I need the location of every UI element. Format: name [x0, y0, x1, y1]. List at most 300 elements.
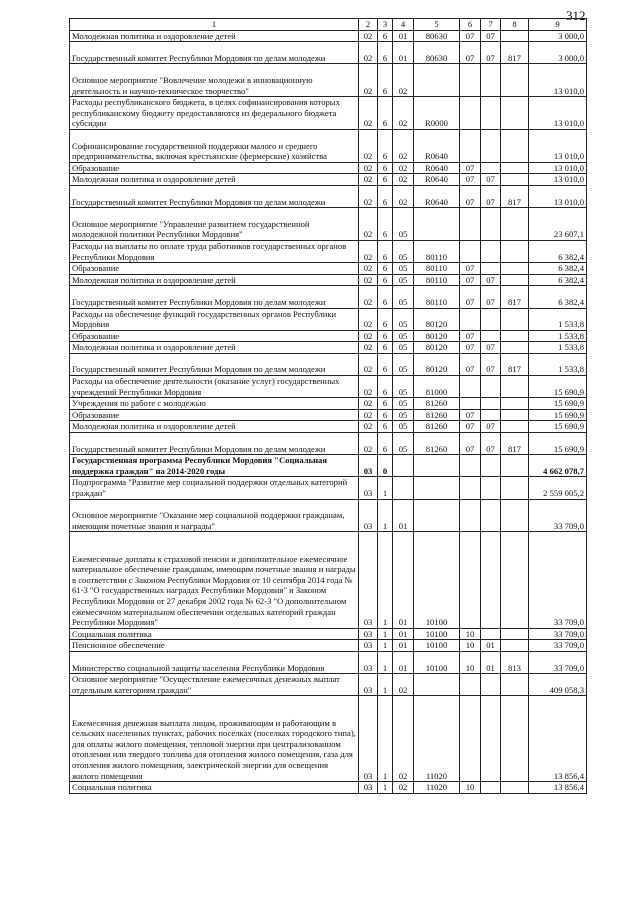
table-body — [70, 30, 587, 793]
row-code-2: 02 — [359, 398, 378, 410]
row-code-4: 05 — [393, 308, 414, 330]
row-code-7 — [481, 398, 501, 410]
row-name: Молодежная политика и оздоровление детей — [70, 174, 359, 186]
row-code-7: 07 — [481, 174, 501, 186]
row-code-8: 813 — [501, 651, 529, 673]
row-name: Пенсионное обеспечение — [70, 640, 359, 652]
row-name: Социальная политика — [70, 628, 359, 640]
row-amount: 13 010,0 — [529, 64, 587, 97]
row-code-7 — [481, 240, 501, 262]
row-code-3: 6 — [378, 353, 393, 375]
row-code-5 — [414, 477, 460, 499]
row-name: Социальная политика — [70, 782, 359, 794]
row-code-2: 02 — [359, 433, 378, 455]
row-code-3: 6 — [378, 174, 393, 186]
row-amount: 15 690,9 — [529, 409, 587, 421]
row-code-7: 07 — [481, 342, 501, 354]
row-code-3: 6 — [378, 64, 393, 97]
table-row — [70, 174, 587, 186]
row-code-3: 6 — [378, 376, 393, 398]
col-header-1: 1 — [70, 19, 359, 31]
row-code-7 — [481, 308, 501, 330]
row-code-5: 80110 — [414, 263, 460, 275]
table-row — [70, 499, 587, 532]
row-code-7: 07 — [481, 274, 501, 286]
row-code-5 — [414, 208, 460, 241]
row-code-7 — [481, 628, 501, 640]
row-code-3: 0 — [378, 455, 393, 477]
row-code-4: 02 — [393, 674, 414, 696]
row-name: Основное мероприятие "Вовлечение молодежи в инновационную деятельность и научно-техническое творчество" — [70, 64, 359, 97]
row-code-6 — [460, 398, 481, 410]
row-code-5: R0640 — [414, 174, 460, 186]
table-row — [70, 42, 587, 64]
row-code-4: 05 — [393, 263, 414, 275]
row-code-5: 80120 — [414, 342, 460, 354]
row-name: Учреждения по работе с молодежью — [70, 398, 359, 410]
row-amount: 13 010,0 — [529, 174, 587, 186]
row-code-8 — [501, 477, 529, 499]
table-row — [70, 640, 587, 652]
row-name: Софинансирование государственной поддержки малого и среднего предпринимательства, включая крестьянские (фермерские) хозяйства — [70, 129, 359, 162]
row-amount: 33 709,0 — [529, 499, 587, 532]
row-code-2: 02 — [359, 240, 378, 262]
row-code-2: 03 — [359, 477, 378, 499]
row-code-4: 02 — [393, 782, 414, 794]
row-code-3: 6 — [378, 342, 393, 354]
row-code-7 — [481, 532, 501, 628]
row-code-8 — [501, 782, 529, 794]
row-code-2: 02 — [359, 174, 378, 186]
table-row — [70, 477, 587, 499]
table-row — [70, 628, 587, 640]
row-name: Министерство социальной защиты населения Республики Мордовия — [70, 651, 359, 673]
table-row — [70, 782, 587, 794]
row-code-6: 07 — [460, 162, 481, 174]
row-code-6: 10 — [460, 782, 481, 794]
row-code-7 — [481, 263, 501, 275]
row-code-4: 01 — [393, 499, 414, 532]
row-code-6 — [460, 97, 481, 130]
row-code-5 — [414, 455, 460, 477]
row-code-8 — [501, 240, 529, 262]
row-code-3: 6 — [378, 330, 393, 342]
row-code-3: 6 — [378, 409, 393, 421]
row-amount: 13 010,0 — [529, 97, 587, 130]
header-row — [70, 19, 587, 31]
row-code-6: 10 — [460, 640, 481, 652]
row-code-8: 817 — [501, 433, 529, 455]
row-code-2: 03 — [359, 782, 378, 794]
row-code-7 — [481, 455, 501, 477]
row-code-5: 80110 — [414, 274, 460, 286]
row-code-6: 07 — [460, 185, 481, 207]
row-code-7: 01 — [481, 651, 501, 673]
col-header-5: 5 — [414, 19, 460, 31]
row-name: Подпрограмма "Развитие мер социальной поддержки отдельных категорий граждан" — [70, 477, 359, 499]
row-code-3: 1 — [378, 651, 393, 673]
row-code-6 — [460, 208, 481, 241]
row-code-2: 02 — [359, 162, 378, 174]
table-row — [70, 433, 587, 455]
row-name: Государственный комитет Республики Мордовия по делам молодежи — [70, 433, 359, 455]
row-code-2: 02 — [359, 129, 378, 162]
row-code-7 — [481, 499, 501, 532]
row-code-2: 02 — [359, 30, 378, 42]
row-amount: 3 000,0 — [529, 30, 587, 42]
row-amount: 2 559 005,2 — [529, 477, 587, 499]
row-name: Расходы на выплаты по оплате труда работников государственных органов Республики Мордовия — [70, 240, 359, 262]
row-code-8: 817 — [501, 42, 529, 64]
row-code-3: 1 — [378, 628, 393, 640]
row-code-8 — [501, 640, 529, 652]
row-code-4: 02 — [393, 174, 414, 186]
row-code-6: 07 — [460, 330, 481, 342]
row-code-2: 03 — [359, 628, 378, 640]
row-code-6 — [460, 240, 481, 262]
row-code-5: 80120 — [414, 308, 460, 330]
row-code-3: 6 — [378, 263, 393, 275]
table-row — [70, 674, 587, 696]
row-code-8: 817 — [501, 286, 529, 308]
row-code-8 — [501, 499, 529, 532]
row-amount: 13 010,0 — [529, 129, 587, 162]
row-code-7 — [481, 64, 501, 97]
row-code-6: 07 — [460, 263, 481, 275]
row-code-5: 80120 — [414, 353, 460, 375]
row-code-5: 80630 — [414, 30, 460, 42]
row-name: Образование — [70, 162, 359, 174]
row-code-6: 07 — [460, 421, 481, 433]
row-code-7: 07 — [481, 433, 501, 455]
row-amount: 13 856,4 — [529, 782, 587, 794]
row-amount: 6 382,4 — [529, 263, 587, 275]
row-code-2: 02 — [359, 208, 378, 241]
col-header-7: 7 — [481, 19, 501, 31]
row-code-4: 05 — [393, 376, 414, 398]
row-code-2: 02 — [359, 330, 378, 342]
row-code-2: 02 — [359, 64, 378, 97]
row-code-3: 6 — [378, 274, 393, 286]
row-name: Государственный комитет Республики Мордовия по делам молодежи — [70, 353, 359, 375]
row-code-3: 1 — [378, 499, 393, 532]
row-code-5: 80120 — [414, 330, 460, 342]
row-code-4: 02 — [393, 129, 414, 162]
row-code-8 — [501, 628, 529, 640]
row-code-5: R0000 — [414, 97, 460, 130]
row-amount: 6 382,4 — [529, 274, 587, 286]
col-header-8: 8 — [501, 19, 529, 31]
row-code-7: 07 — [481, 421, 501, 433]
row-name: Основное мероприятие "Управление развитием государственной молодежной политики Республики Мордовия" — [70, 208, 359, 241]
row-code-2: 03 — [359, 455, 378, 477]
row-amount: 1 533,8 — [529, 330, 587, 342]
row-code-6: 07 — [460, 286, 481, 308]
row-code-7 — [481, 477, 501, 499]
row-code-8 — [501, 330, 529, 342]
row-name: Образование — [70, 330, 359, 342]
row-name: Молодежная политика и оздоровление детей — [70, 421, 359, 433]
row-name: Образование — [70, 409, 359, 421]
row-code-7 — [481, 696, 501, 782]
row-name: Расходы на обеспечение функций государственных органов Республики Мордовия — [70, 308, 359, 330]
row-amount: 13 010,0 — [529, 162, 587, 174]
row-code-2: 02 — [359, 376, 378, 398]
row-code-7 — [481, 674, 501, 696]
table-row — [70, 30, 587, 42]
row-code-6 — [460, 674, 481, 696]
row-code-4: 05 — [393, 398, 414, 410]
row-amount: 4 662 078,7 — [529, 455, 587, 477]
row-code-5: 81260 — [414, 433, 460, 455]
row-code-3: 6 — [378, 162, 393, 174]
row-code-6: 07 — [460, 30, 481, 42]
row-code-5: 10100 — [414, 640, 460, 652]
row-code-3: 6 — [378, 308, 393, 330]
row-code-4: 01 — [393, 628, 414, 640]
row-code-4 — [393, 477, 414, 499]
page-number: 312 — [566, 8, 586, 23]
row-amount: 33 709,0 — [529, 651, 587, 673]
row-code-4: 01 — [393, 42, 414, 64]
row-code-8 — [501, 174, 529, 186]
row-code-5: 81260 — [414, 421, 460, 433]
table-row — [70, 651, 587, 673]
row-code-8 — [501, 421, 529, 433]
row-code-5: 81000 — [414, 376, 460, 398]
row-code-4: 01 — [393, 30, 414, 42]
table-row — [70, 64, 587, 97]
row-code-3: 6 — [378, 42, 393, 64]
row-code-8 — [501, 398, 529, 410]
table-row — [70, 409, 587, 421]
row-code-2: 02 — [359, 97, 378, 130]
row-code-7: 07 — [481, 353, 501, 375]
row-code-7: 07 — [481, 286, 501, 308]
row-code-6 — [460, 696, 481, 782]
row-amount: 15 690,9 — [529, 421, 587, 433]
table-row — [70, 455, 587, 477]
row-name: Основное мероприятие "Оказание мер социальной поддержки гражданам, имеющим почетные звания и награды" — [70, 499, 359, 532]
row-code-8 — [501, 376, 529, 398]
row-code-7 — [481, 330, 501, 342]
row-amount: 23 607,1 — [529, 208, 587, 241]
table-row — [70, 696, 587, 782]
row-code-4: 05 — [393, 421, 414, 433]
row-name: Расходы республиканского бюджета, в целях софинансирования которых республиканскому бюджету предоставляются из федерального бюджета субсидии — [70, 97, 359, 130]
row-code-2: 03 — [359, 499, 378, 532]
row-code-5 — [414, 674, 460, 696]
row-code-5: 80110 — [414, 240, 460, 262]
row-code-6 — [460, 64, 481, 97]
row-code-6: 07 — [460, 342, 481, 354]
row-name: Образование — [70, 263, 359, 275]
row-code-8 — [501, 308, 529, 330]
row-code-3: 6 — [378, 129, 393, 162]
row-code-7: 01 — [481, 640, 501, 652]
row-code-7 — [481, 409, 501, 421]
row-code-2: 03 — [359, 674, 378, 696]
row-code-2: 02 — [359, 421, 378, 433]
row-name: Молодежная политика и оздоровление детей — [70, 342, 359, 354]
row-code-5: 11020 — [414, 782, 460, 794]
row-code-4: 01 — [393, 532, 414, 628]
row-code-5: R0640 — [414, 129, 460, 162]
row-code-2: 03 — [359, 640, 378, 652]
row-amount: 6 382,4 — [529, 240, 587, 262]
row-code-3: 6 — [378, 398, 393, 410]
col-header-3: 3 — [378, 19, 393, 31]
row-name: Молодежная политика и оздоровление детей — [70, 30, 359, 42]
row-code-3: 6 — [378, 433, 393, 455]
row-code-4: 02 — [393, 64, 414, 97]
row-code-5: 10100 — [414, 532, 460, 628]
row-code-3: 6 — [378, 30, 393, 42]
row-code-4: 02 — [393, 162, 414, 174]
col-header-9: 9 — [529, 19, 587, 31]
row-code-3: 1 — [378, 674, 393, 696]
row-code-4: 02 — [393, 185, 414, 207]
row-code-4: 05 — [393, 342, 414, 354]
row-name: Ежемесячные доплаты к страховой пенсии и дополнительное ежемесячное материальное обеспечение гражданам, имеющим почетные звания и награды в соответствии с Законом Республики Мордовия от 10 сентября 2014 года № 61-З "О государственных наградах Республики Мордовия" и Законом Республики Мордовия от 27 декабря 2002 года № 62-З "О дополнительном ежемесячном материальном обеспечении отдельных категорий граждан Республики Мордовия" — [70, 532, 359, 628]
row-code-3: 1 — [378, 696, 393, 782]
row-code-6 — [460, 455, 481, 477]
row-code-8 — [501, 263, 529, 275]
row-code-4: 05 — [393, 353, 414, 375]
row-code-7 — [481, 782, 501, 794]
row-code-2: 03 — [359, 651, 378, 673]
row-amount: 13 856,4 — [529, 696, 587, 782]
row-name: Государственный комитет Республики Мордовия по делам молодежи — [70, 185, 359, 207]
table-row — [70, 97, 587, 130]
row-code-5: 10100 — [414, 651, 460, 673]
table-row — [70, 274, 587, 286]
row-code-4: 05 — [393, 240, 414, 262]
row-code-6: 07 — [460, 433, 481, 455]
row-code-4 — [393, 455, 414, 477]
row-code-3: 6 — [378, 286, 393, 308]
row-code-6 — [460, 129, 481, 162]
row-amount: 1 533,8 — [529, 342, 587, 354]
row-code-5 — [414, 499, 460, 532]
table-row — [70, 421, 587, 433]
row-name: Ежемесячная денежная выплата лицам, проживающим и работающим в сельских населенных пунктах, рабочих поселках (поселках городского типа), для оплаты жилого помещения, тепловой энергии при централизованном отоплении или твердого топлива для отопления жилого помещения, газа для отопления жилого помещения, электрической энергии для освещения жилого помещения — [70, 696, 359, 782]
row-code-3: 6 — [378, 97, 393, 130]
row-code-2: 02 — [359, 263, 378, 275]
row-code-4: 05 — [393, 330, 414, 342]
table-row — [70, 330, 587, 342]
row-code-6: 07 — [460, 274, 481, 286]
row-name: Государственный комитет Республики Мордовия по делам молодежи — [70, 42, 359, 64]
row-code-4: 05 — [393, 433, 414, 455]
col-header-4: 4 — [393, 19, 414, 31]
row-code-8 — [501, 162, 529, 174]
table-row — [70, 263, 587, 275]
row-name: Государственный комитет Республики Мордовия по делам молодежи — [70, 286, 359, 308]
row-code-4: 05 — [393, 208, 414, 241]
row-code-5: 10100 — [414, 628, 460, 640]
row-code-2: 03 — [359, 696, 378, 782]
row-code-2: 02 — [359, 185, 378, 207]
row-code-4: 05 — [393, 286, 414, 308]
row-code-8 — [501, 208, 529, 241]
row-code-7 — [481, 97, 501, 130]
table-row — [70, 353, 587, 375]
table-row — [70, 398, 587, 410]
row-code-5: R0640 — [414, 185, 460, 207]
row-code-8: 817 — [501, 185, 529, 207]
row-code-8 — [501, 455, 529, 477]
row-code-4: 01 — [393, 640, 414, 652]
row-amount: 33 709,0 — [529, 628, 587, 640]
row-code-3: 1 — [378, 532, 393, 628]
row-code-8 — [501, 64, 529, 97]
row-code-6: 10 — [460, 651, 481, 673]
table-row — [70, 376, 587, 398]
row-code-7 — [481, 162, 501, 174]
row-code-8 — [501, 129, 529, 162]
row-name: Расходы на обеспечение деятельности (оказание услуг) государственных учреждений Республики Мордовия — [70, 376, 359, 398]
row-amount: 33 709,0 — [529, 640, 587, 652]
row-code-6: 07 — [460, 353, 481, 375]
row-code-7 — [481, 208, 501, 241]
row-code-6 — [460, 376, 481, 398]
row-code-5 — [414, 64, 460, 97]
table-row — [70, 342, 587, 354]
row-code-5: R0640 — [414, 162, 460, 174]
row-amount: 1 533,8 — [529, 353, 587, 375]
row-code-2: 02 — [359, 409, 378, 421]
row-code-4: 02 — [393, 97, 414, 130]
row-code-5: 11020 — [414, 696, 460, 782]
row-code-7: 07 — [481, 185, 501, 207]
row-code-2: 02 — [359, 308, 378, 330]
row-code-8 — [501, 274, 529, 286]
row-code-5: 80110 — [414, 286, 460, 308]
row-name: Основное мероприятие "Осуществление ежемесячных денежных выплат отдельным категориям граждан" — [70, 674, 359, 696]
row-code-3: 1 — [378, 477, 393, 499]
col-header-2: 2 — [359, 19, 378, 31]
row-amount: 6 382,4 — [529, 286, 587, 308]
row-code-3: 6 — [378, 240, 393, 262]
row-code-6 — [460, 532, 481, 628]
row-code-8: 817 — [501, 353, 529, 375]
table-row — [70, 129, 587, 162]
row-code-3: 6 — [378, 421, 393, 433]
row-code-8 — [501, 97, 529, 130]
row-code-5: 80630 — [414, 42, 460, 64]
row-code-6: 10 — [460, 628, 481, 640]
row-code-6 — [460, 308, 481, 330]
row-amount: 3 000,0 — [529, 42, 587, 64]
row-name: Молодежная политика и оздоровление детей — [70, 274, 359, 286]
row-code-5: 81260 — [414, 398, 460, 410]
row-code-4: 05 — [393, 409, 414, 421]
row-code-8 — [501, 409, 529, 421]
row-code-6: 07 — [460, 174, 481, 186]
row-code-2: 03 — [359, 532, 378, 628]
row-amount: 15 690,9 — [529, 433, 587, 455]
col-header-6: 6 — [460, 19, 481, 31]
row-code-2: 02 — [359, 42, 378, 64]
row-code-2: 02 — [359, 274, 378, 286]
table-row — [70, 185, 587, 207]
row-code-3: 1 — [378, 782, 393, 794]
row-code-7 — [481, 129, 501, 162]
table-row — [70, 162, 587, 174]
row-code-8 — [501, 696, 529, 782]
row-code-7: 07 — [481, 42, 501, 64]
